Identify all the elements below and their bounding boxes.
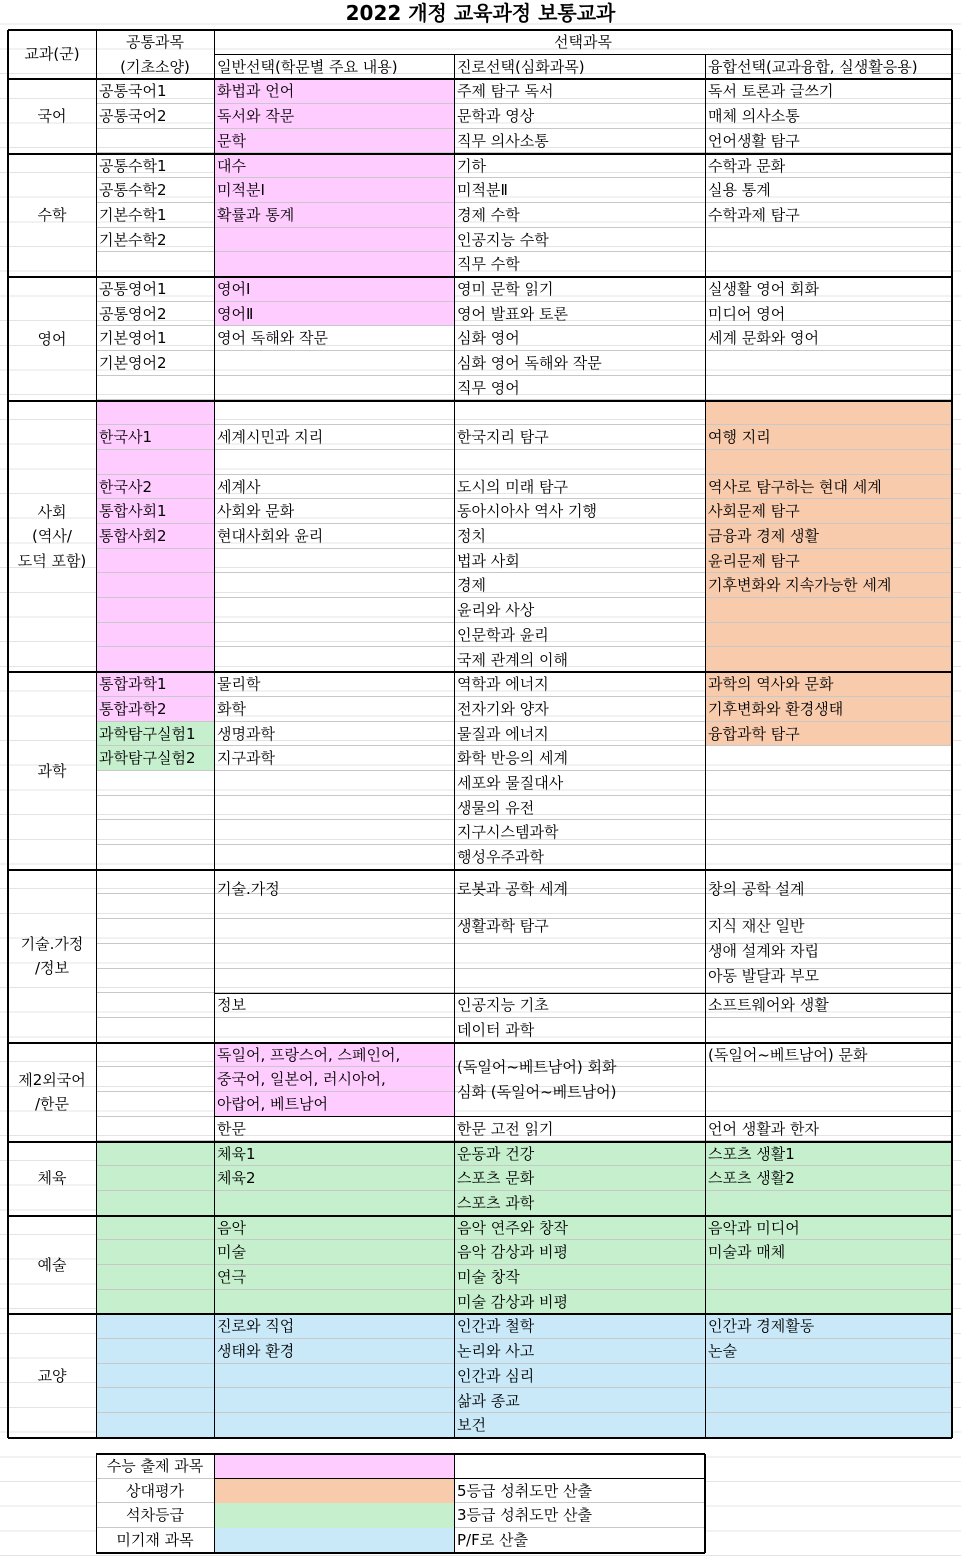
border-line: [96, 1454, 97, 1553]
common-course: 공통수학1: [99, 156, 167, 175]
grid-cell: [96, 796, 214, 821]
grid-cell: [96, 1191, 214, 1216]
fusion-course: 금융과 경제 생활: [708, 527, 819, 545]
fusion-course: 실용 통계: [708, 181, 771, 200]
career-course: 영미 문학 읽기: [457, 280, 554, 298]
border-line: [214, 1454, 215, 1553]
career-course: 삶과 종교: [457, 1391, 520, 1410]
common-course: 기본수학1: [99, 205, 167, 224]
grid-cell: [454, 450, 705, 475]
border-line: [96, 1552, 705, 1554]
fusion-course: 스포츠 생활2: [708, 1169, 795, 1188]
career-course: 한문 고전 읽기: [457, 1119, 554, 1138]
fusion-course: 수학과 문화: [708, 156, 786, 175]
legend-swatch: [214, 1528, 454, 1553]
career-course: 로봇과 공학 세계: [457, 880, 568, 899]
grid-cell: [96, 623, 214, 648]
career-course: 정치: [457, 527, 486, 545]
grid-cell: [705, 228, 952, 253]
fusion-course: 인간과 경제활동: [708, 1317, 815, 1336]
grid-cell: [214, 1290, 454, 1315]
general-course: 진로와 직업: [217, 1317, 295, 1336]
fusion-course: 여행 지리: [708, 428, 771, 447]
border-line: [214, 54, 952, 55]
grid-cell: [96, 1142, 214, 1167]
general-course: 영어Ⅰ: [217, 280, 251, 298]
common-course: 통합과학1: [99, 675, 167, 694]
grid-cell: [705, 845, 952, 870]
grid-cell: [96, 450, 214, 475]
grid-cell: [96, 1067, 214, 1092]
grid-cell: [214, 1364, 454, 1389]
grid-cell: [705, 450, 952, 475]
grid-cell: [96, 771, 214, 796]
fusion-course: 기후변화와 지속가능한 세계: [708, 576, 892, 595]
grid-cell: [214, 252, 454, 277]
grid-cell: [96, 1018, 214, 1043]
grid-cell: [705, 351, 952, 376]
border-line: [454, 55, 455, 1438]
grid-cell: [214, 573, 454, 598]
common-course: 기본수학2: [99, 230, 167, 249]
fusion-course: 수학과제 탐구: [708, 205, 800, 224]
grid-cell: [96, 1314, 214, 1339]
header-career: 진로선택(심화과목): [454, 55, 705, 80]
border-line: [214, 993, 952, 994]
general-course: 지구과학: [217, 749, 275, 768]
career-course: 인문학과 윤리: [457, 625, 549, 644]
career-course: 주제 탐구 독서: [457, 82, 554, 101]
career-course: 경제 수학: [457, 205, 520, 224]
career-course: 인간과 철학: [457, 1317, 535, 1336]
grid-cell: [214, 796, 454, 821]
fusion-course: 기후변화와 환경생태: [708, 699, 844, 718]
general-course: 물리학: [217, 675, 261, 694]
fusion-course: 언어 생활과 한자: [708, 1119, 819, 1138]
grid-cell: [96, 376, 214, 401]
common-course: 공통수학2: [99, 181, 167, 200]
general-course: 기술.가정: [217, 880, 280, 899]
grid-cell: [214, 351, 454, 376]
header-fusion: 융합선택(교과융합, 실생활응용): [705, 55, 952, 80]
subject-group-label: 국어: [37, 107, 67, 126]
grid-cell: [214, 771, 454, 796]
general-course: 음악: [217, 1218, 246, 1237]
general-course: 생태와 환경: [217, 1342, 295, 1361]
grid-cell: [96, 598, 214, 623]
career-course: 미술 감상과 비평: [457, 1292, 568, 1311]
grid-cell: [705, 746, 952, 771]
career-course: 데이터 과학: [457, 1021, 535, 1039]
grid-cell: [96, 969, 214, 994]
grid-cell: [96, 895, 214, 920]
career-course: 논리와 사고: [457, 1342, 535, 1361]
career-course: 미술 창작: [457, 1268, 520, 1286]
career-course: 동아시아사 역사 기행: [457, 502, 597, 521]
grid-cell: [214, 919, 454, 944]
general-course: 독일어, 프랑스어, 스페인어, 중국어, 일본어, 러시아어, 아랍어, 베트남어: [217, 1045, 401, 1113]
grid-cell: [705, 820, 952, 845]
border-line: [96, 30, 97, 1438]
grid-cell: [214, 598, 454, 623]
subject-group-label: 과학: [37, 761, 67, 780]
grid-cell: [96, 1216, 214, 1241]
career-course: 음악 연주와 창작: [457, 1218, 568, 1237]
grid-cell: [705, 252, 952, 277]
legend-description: 5등급 성취도만 산출: [454, 1479, 705, 1504]
border-line: [8, 29, 952, 31]
career-course: 한국지리 탐구: [457, 428, 549, 447]
legend-swatch: [214, 1503, 454, 1528]
career-course: 법과 사회: [457, 551, 520, 570]
border-line: [8, 1313, 952, 1315]
general-course: 미적분Ⅰ: [217, 181, 265, 200]
grid-cell: [705, 623, 952, 648]
grid-cell: [96, 1413, 214, 1438]
career-course: 운동과 건강: [457, 1144, 535, 1163]
career-course: 생활과학 탐구: [457, 917, 549, 936]
fusion-course: 생애 설계와 자립: [708, 941, 819, 960]
career-course: 문학과 영상: [457, 107, 535, 126]
common-course: 통합사회2: [99, 527, 167, 545]
legend-label: 수능 출제 과목: [96, 1454, 214, 1479]
grid-cell: [96, 944, 214, 969]
grid-cell: [214, 1018, 454, 1043]
grid-cell: [96, 845, 214, 870]
grid-cell: [705, 1389, 952, 1414]
general-course: 현대사회와 윤리: [217, 527, 324, 545]
common-course: 기본영어1: [99, 329, 167, 348]
subject-group-label: 사회 (역사/ 도덕 포함): [17, 502, 87, 570]
grid-cell: [454, 944, 705, 969]
header-elective: 선택과목: [214, 30, 952, 55]
fusion-course: 언어생활 탐구: [708, 131, 800, 150]
grid-cell: [214, 450, 454, 475]
fusion-course: 사회문제 탐구: [708, 502, 800, 521]
career-course: 윤리와 사상: [457, 601, 535, 620]
border-line: [7, 30, 9, 1438]
grid-cell: [96, 129, 214, 154]
grid-cell: [96, 1117, 214, 1142]
border-line: [8, 869, 952, 871]
header-group: 교과(군): [24, 45, 80, 64]
career-course: 물질과 에너지: [457, 724, 549, 743]
grid-cell: [96, 1339, 214, 1364]
career-course: 생물의 유전: [457, 798, 535, 817]
career-course: 스포츠 문화: [457, 1169, 535, 1188]
career-course: 세포와 물질대사: [457, 774, 564, 792]
grid-cell: [214, 648, 454, 673]
common-course: 공통영어2: [99, 304, 167, 323]
grid-cell: [454, 401, 705, 426]
general-course: 미술: [217, 1243, 246, 1262]
fusion-course: 윤리문제 탐구: [708, 551, 800, 570]
page-title: 2022 개정 교육과정 보통교과: [345, 1, 616, 25]
career-course: 인공지능 기초: [457, 996, 549, 1015]
grid-cell: [96, 993, 214, 1018]
header-general: 일반선택(학문별 주요 내용): [214, 55, 454, 80]
general-course: 독서와 작문: [217, 107, 295, 126]
career-course: 역학과 에너지: [457, 675, 549, 694]
grid-cell: [214, 228, 454, 253]
career-course: 국제 관계의 이해: [457, 650, 568, 669]
grid-cell: [96, 252, 214, 277]
general-course: 대수: [217, 156, 246, 175]
general-course: 확률과 통계: [217, 205, 295, 224]
subject-group-label: 예술: [37, 1255, 67, 1274]
grid-cell: [96, 573, 214, 598]
grid-cell: [96, 1092, 214, 1117]
common-course: 통합사회1: [99, 502, 167, 521]
fusion-course: 지식 재산 일반: [708, 917, 805, 936]
grid-cell: [705, 376, 952, 401]
grid-cell: [96, 1043, 214, 1068]
career-course: 전자기와 양자: [457, 699, 549, 718]
border-line: [214, 1478, 705, 1479]
border-line: [454, 1454, 455, 1553]
subject-group-label: 기술.가정 /정보: [20, 934, 84, 978]
grid-cell: [705, 401, 952, 426]
career-course: 기하: [457, 156, 486, 175]
grid-cell: [705, 1364, 952, 1389]
border-line: [8, 153, 952, 155]
subject-group-label: 체육: [37, 1169, 67, 1188]
grid-cell: [214, 401, 454, 426]
career-course: 지구시스템과학: [457, 823, 559, 842]
career-course: 경제: [457, 576, 486, 595]
grid-cell: [705, 1191, 952, 1216]
fusion-course: 논술: [708, 1342, 737, 1361]
border-line: [214, 1116, 952, 1117]
grid-cell: [705, 598, 952, 623]
career-course: 심화 영어: [457, 329, 520, 348]
common-course: 기본영어2: [99, 354, 167, 373]
career-course: 직무 의사소통: [457, 131, 549, 150]
border-line: [8, 1215, 952, 1217]
legend-label: 미기재 과목: [96, 1528, 214, 1553]
grid-cell: [214, 944, 454, 969]
fusion-course: 미디어 영어: [708, 304, 786, 323]
general-course: 영어Ⅱ: [217, 304, 254, 323]
border-line: [96, 1453, 705, 1455]
border-line: [8, 1042, 952, 1044]
grid-cell: [96, 1389, 214, 1414]
grid-cell: [705, 1413, 952, 1438]
subject-group-label: 영어: [37, 329, 67, 348]
grid-cell: [96, 549, 214, 574]
general-course: 화법과 언어: [217, 82, 295, 101]
grid-cell: [96, 820, 214, 845]
border-line: [8, 78, 952, 80]
grid-cell: [214, 1389, 454, 1414]
grid-cell: [214, 969, 454, 994]
legend-swatch: [214, 1479, 454, 1504]
border-line: [8, 276, 952, 278]
fusion-course: 음악과 미디어: [708, 1218, 800, 1237]
career-course: 도시의 미래 탐구: [457, 477, 568, 496]
grid-cell: [214, 549, 454, 574]
general-course: 한문: [217, 1119, 246, 1138]
grid-cell: [96, 1265, 214, 1290]
career-course: 영어 발표와 토론: [457, 304, 568, 323]
border-line: [8, 671, 952, 673]
common-course: 공통영어1: [99, 280, 167, 298]
general-course: 영어 독해와 작문: [217, 329, 328, 348]
common-course: 한국사1: [99, 428, 153, 447]
legend-label: 석차등급: [96, 1503, 214, 1528]
fusion-course: 스포츠 생활1: [708, 1144, 795, 1163]
grid-cell: [705, 648, 952, 673]
grid-cell: [214, 1413, 454, 1438]
fusion-course: 독서 토론과 글쓰기: [708, 82, 834, 101]
career-course: 화학 반응의 세계: [457, 749, 568, 768]
grid-cell: [454, 969, 705, 994]
common-course: 한국사2: [99, 477, 153, 496]
grid-cell: [705, 771, 952, 796]
fusion-course: 매체 의사소통: [708, 107, 800, 126]
grid-cell: [705, 1265, 952, 1290]
border-line: [704, 1454, 706, 1553]
career-course: 직무 수학: [457, 255, 520, 274]
general-course: 체육1: [217, 1144, 256, 1163]
fusion-course: 세계 문화와 영어: [708, 329, 819, 348]
general-course: 화학: [217, 699, 246, 718]
legend-swatch: [214, 1454, 454, 1479]
grid-cell: [96, 1240, 214, 1265]
grid-cell: [96, 401, 214, 426]
common-course: 과학탐구실험2: [99, 749, 196, 768]
grid-cell: [96, 919, 214, 944]
legend-description: 3등급 성취도만 산출: [454, 1503, 705, 1528]
career-course: 인공지능 수학: [457, 230, 549, 249]
general-course: 연극: [217, 1268, 246, 1286]
grid-cell: [96, 648, 214, 673]
subject-group-label: 제2외국어 /한문: [18, 1070, 86, 1114]
fusion-course: (독일어~베트남어) 문화: [708, 1045, 868, 1064]
general-course: 세계사: [217, 477, 261, 496]
border-line: [951, 30, 953, 1438]
career-course: (독일어~베트남어) 회화 심화 (독일어~베트남어): [457, 1058, 617, 1101]
fusion-course: 소프트웨어와 생활: [708, 996, 829, 1015]
common-course: 공통국어1: [99, 82, 167, 101]
career-course: 스포츠 과학: [457, 1193, 535, 1212]
grid-cell: [96, 1166, 214, 1191]
border-line: [8, 1437, 952, 1439]
general-course: 체육2: [217, 1169, 256, 1188]
career-course: 행성우주과학: [457, 848, 544, 867]
grid-cell: [214, 376, 454, 401]
general-course: 문학: [217, 131, 246, 150]
legend-description: [454, 1454, 705, 1479]
common-course: 공통국어2: [99, 107, 167, 126]
grid-cell: [96, 870, 214, 895]
legend-description: P/F로 산출: [454, 1528, 705, 1553]
grid-cell: [214, 820, 454, 845]
grid-cell: [705, 1018, 952, 1043]
grid-cell: [214, 1191, 454, 1216]
border-line: [705, 55, 706, 1438]
grid-cell: [214, 845, 454, 870]
subject-group-label: 교양: [37, 1366, 67, 1385]
border-line: [8, 1141, 952, 1143]
fusion-course: 미술과 매체: [708, 1243, 786, 1262]
header-common: 공통과목 (기초소양): [120, 33, 190, 76]
general-course: 정보: [217, 996, 246, 1015]
fusion-course: 역사로 탐구하는 현대 세계: [708, 477, 882, 496]
common-course: 통합과학2: [99, 699, 167, 718]
legend-label: 상대평가: [96, 1479, 214, 1504]
border-line: [8, 400, 952, 402]
fusion-course: 창의 공학 설계: [708, 880, 805, 899]
career-course: 미적분Ⅱ: [457, 181, 508, 200]
grid-cell: [214, 623, 454, 648]
border-line: [214, 30, 215, 1438]
fusion-course: 실생활 영어 회화: [708, 280, 819, 298]
career-course: 직무 영어: [457, 378, 520, 397]
fusion-course: 융합과학 탐구: [708, 724, 800, 743]
grid-cell: [96, 1290, 214, 1315]
grid-cell: [96, 1364, 214, 1389]
common-course: 과학탐구실험1: [99, 724, 196, 743]
career-course: 심화 영어 독해와 작문: [457, 354, 602, 373]
grid-cell: [705, 796, 952, 821]
general-course: 사회와 문화: [217, 502, 295, 521]
general-course: 생명과학: [217, 724, 275, 743]
general-course: 세계시민과 지리: [217, 428, 324, 447]
career-course: 인간과 심리: [457, 1366, 535, 1385]
fusion-course: 아동 발달과 부모: [708, 966, 819, 985]
fusion-course: 과학의 역사와 문화: [708, 675, 834, 694]
career-course: 보건: [457, 1416, 486, 1435]
subject-group-label: 수학: [37, 206, 67, 224]
career-course: 음악 감상과 비평: [457, 1243, 568, 1262]
grid-cell: [705, 1290, 952, 1315]
